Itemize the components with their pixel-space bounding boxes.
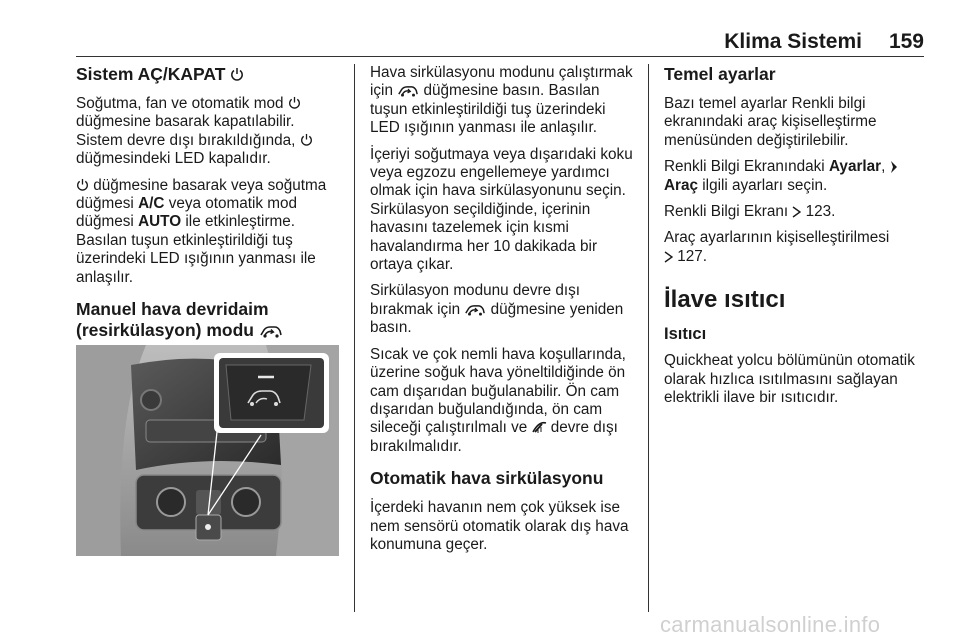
page-reference[interactable]: 127. bbox=[677, 247, 708, 265]
column-right bbox=[664, 64, 930, 415]
paragraph: Renkli Bilgi Ekranı 123. bbox=[664, 203, 836, 221]
section-heading-aux-heater: İlave ısıtıcı bbox=[664, 286, 786, 314]
recirculation-icon bbox=[259, 324, 283, 338]
paragraph: İçeriyi soğutmaya veya dışarıdaki koku veya egzozu engellemeye yardımcı olmak için hava sirkülasyonunu seçin. Sirkülasyon seçildiğinde, içerinin havasını tazelemek için kısmi havalandırma her 10 dakikada bir ortaya çıkar. bbox=[370, 145, 633, 274]
arrow-right-icon bbox=[890, 161, 898, 173]
column-divider-1 bbox=[354, 64, 355, 612]
header-rule bbox=[76, 56, 924, 57]
section-heading-system-onoff: Sistem AÇ/KAPAT bbox=[76, 64, 342, 85]
section-heading-recirculation: Manuel hava devridaim (resirkülasyon) modu bbox=[76, 299, 342, 341]
paragraph: düğmesine basarak veya soğutma düğmesi A/C veya otomatik mod düğmesi AUTO ile etkinleştirme. Basılan tuşun etkinleştirildiği tuş üzerindeki LED ışığının yanması ile anlaşılır. bbox=[76, 176, 327, 286]
recirculation-icon bbox=[464, 303, 486, 316]
paragraph: Renkli Bilgi Ekranındaki Ayarlar, Araç ilgili ayarları seçin. bbox=[664, 158, 930, 195]
column-divider-2 bbox=[648, 64, 649, 612]
paragraph: Sıcak ve çok nemli hava koşullarında, üzerine soğuk hava yöneltildiğinde ön cam dışarıdan buğulanabilir. Ön cam dışarıdan buğulandığında, ön cam sileceği çalıştırılmalı ve devre dışı bırakılmalıdır. bbox=[370, 345, 626, 455]
paragraph: Hava sirkülasyonu modunu çalıştırmak için düğmesine basın. Basılan tuşun etkinleştirildiği tuş üzerindeki LED ışığının yanması ile anlaşılır. bbox=[370, 64, 633, 137]
paragraph: Quickheat yolcu bölümünün otomatik olarak hızlıca ısıtılmasını sağlayan elektrikli ilave bir ısıtıcıdır. bbox=[664, 352, 915, 407]
power-icon bbox=[300, 133, 313, 147]
page-header bbox=[0, 30, 960, 54]
paragraph: Bazı temel ayarlar Renkli bilgi ekranındaki araç kişiselleştirme menüsünden değiştirilebilir. bbox=[664, 95, 877, 149]
column-left bbox=[76, 64, 342, 351]
page-number: 159 bbox=[888, 30, 924, 53]
power-icon bbox=[288, 96, 301, 110]
wiper-icon bbox=[532, 420, 547, 434]
subsection-heading-heater: Isıtıcı bbox=[664, 325, 707, 344]
page-reference[interactable]: 123. bbox=[805, 203, 836, 221]
power-icon bbox=[230, 67, 244, 82]
column-middle bbox=[370, 64, 636, 562]
page-ref-icon bbox=[792, 206, 801, 218]
climate-control-photo bbox=[76, 345, 339, 556]
section-heading-basic-settings: Temel ayarlar bbox=[664, 64, 776, 84]
page-ref-icon bbox=[664, 251, 673, 263]
paragraph: Sirkülasyon modunu devre dışı bırakmak için düğmesine yeniden basın. bbox=[370, 282, 624, 337]
page-title: Klima Sistemi bbox=[724, 30, 862, 53]
paragraph: Araç ayarlarının kişiselleştirilmesi 127. bbox=[664, 229, 890, 265]
paragraph: Soğutma, fan ve otomatik mod düğmesine basarak kapatılabilir. Sistem devre dışı bırakıldığında, düğmesindeki LED kapalıdır. bbox=[76, 95, 342, 169]
section-heading-auto-recirculation: Otomatik hava sirkülasyonu bbox=[370, 468, 604, 489]
recirculation-icon bbox=[397, 84, 419, 97]
paragraph: İçerdeki havanın nem çok yüksek ise nem sensörü otomatik olarak dış hava konumuna geçer. bbox=[370, 499, 629, 553]
power-icon bbox=[76, 178, 89, 192]
watermark: carmanualsonline.info bbox=[660, 612, 881, 637]
